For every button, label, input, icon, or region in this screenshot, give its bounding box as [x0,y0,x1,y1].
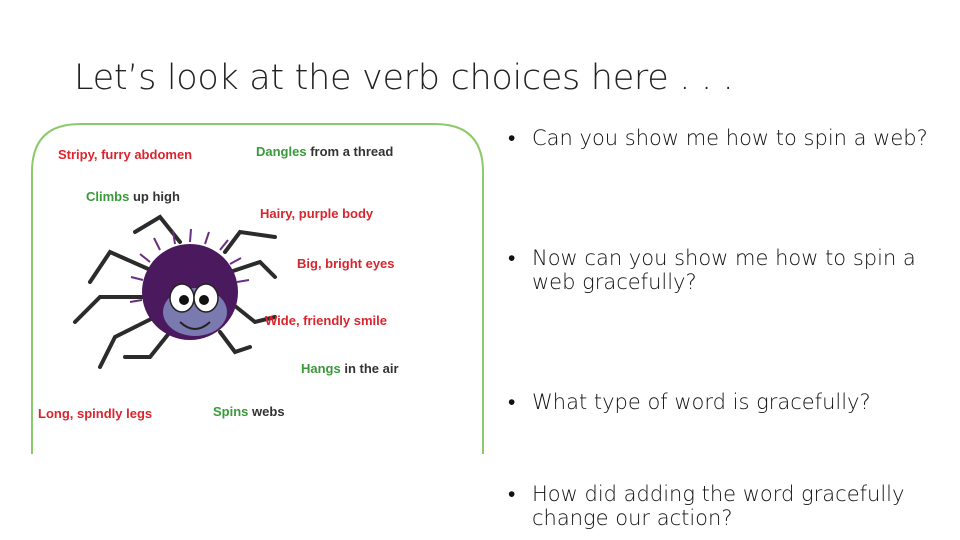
label-hangs: Hangs in the air [301,361,399,376]
label-dangles: Dangles from a thread [256,144,394,159]
slide-title: Let’s look at the verb choices here . . . [74,58,734,98]
label-long-legs: Long, spindly legs [38,406,153,421]
list-item: • Now can you show me how to spin a web gracefully? [508,246,916,294]
list-item: • How did adding the word gracefully change our action? [508,482,905,530]
label-spins: Spins webs [213,404,285,419]
spider-word-bank-image [30,122,485,454]
label-wide-smile: Wide, friendly smile [265,313,387,328]
question-list [508,126,948,530]
label-big-eyes: Big, bright eyes [297,256,395,271]
label-climbs: Climbs up high [86,189,180,204]
label-hairy-body: Hairy, purple body [260,206,374,221]
bullet-icon: • [508,482,516,506]
label-stripy-abdomen: Stripy, furry abdomen [58,147,193,162]
bullet-icon: • [508,126,516,150]
bullet-icon: • [508,390,516,414]
bullet-icon: • [508,246,516,270]
list-item: • What type of word is gracefully? [508,390,871,414]
list-item: • Can you show me how to spin a web? [508,126,928,150]
